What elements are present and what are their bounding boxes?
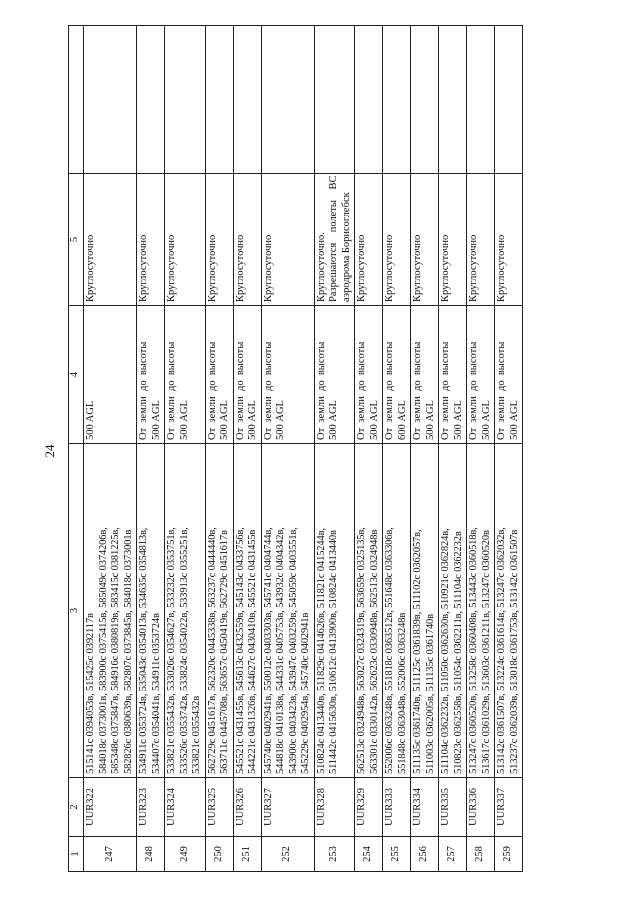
table-row (467, 26, 495, 872)
altitude-cell: От земли до высоты 500 AGL (467, 306, 495, 444)
zone-code: UUR324 (165, 778, 206, 837)
table-row (355, 26, 383, 872)
zone-code: UUR327 (261, 778, 314, 837)
altitude-cell: От земли до высоты 500 AGL (439, 306, 467, 444)
table-row (233, 26, 261, 872)
schedule-cell: Круглосуточно (205, 174, 233, 306)
schedule-cell: Круглосуточно (261, 174, 314, 306)
notes-cell (495, 26, 523, 174)
table-row (84, 26, 137, 872)
coordinates-cell: 545740с 0402941в, 550012с 0403303в, 545741с 0404744в, 544818с 0410138в, 544331с 0405753в, 543932с 0404342в, 543900с 0403423в, 543947с 0403259в, 545059с 0403551в, 545229с 0402954в, 545740с 0402941в (261, 444, 314, 778)
notes-cell (355, 26, 383, 174)
coordinates-cell: 515141с 0394053в, 515425с 0392117в 584018с 0373001в, 583900с 0375415в, 585049с 0374206в, 585348с 0375847в, 584916с 0380819в, 583415с 0381225в, 582826с 0380639в, 582807с 0373845в, 584018с 0373001в (84, 444, 137, 778)
zone-code: UUR337 (495, 778, 523, 837)
schedule-cell: Круглосуточно (411, 174, 439, 306)
coordinates-cell: 511135с 0361740в, 511125с 0361839в, 511102с 0362057в, 511003с 0362005в, 511135с 0361740в (411, 444, 439, 778)
row-number: 259 (495, 837, 523, 872)
row-number: 249 (165, 837, 206, 872)
row-number: 256 (411, 837, 439, 872)
coordinates-cell: 562513с 0324948в, 563027с 0324319в, 563659с 0325135в, 563301с 0330142в, 562623с 0330948в, 562513с 0324948в (355, 444, 383, 778)
row-number: 247 (84, 837, 137, 872)
zone-code: UUR333 (383, 778, 411, 837)
altitude-cell: От земли до высоты 500 AGL (137, 306, 165, 444)
altitude-cell: От земли до высоты 500 AGL (314, 306, 355, 444)
schedule-cell: Круглосуточно (233, 174, 261, 306)
table-row (439, 26, 467, 872)
col-header-1: 1 (69, 837, 84, 872)
notes-cell (205, 26, 233, 174)
table-row (205, 26, 233, 872)
coordinates-cell: 545521с 0431455в, 545613с 0432559в, 545143с 0433756в, 544221с 0431326в, 544627с 0430410в, 545521с 0431455в (233, 444, 261, 778)
schedule-cell: Круглосуточно (495, 174, 523, 306)
header-row (69, 26, 84, 872)
zone-code: UUR326 (233, 778, 261, 837)
zone-code: UUR335 (439, 778, 467, 837)
schedule-cell: Круглосуточно (383, 174, 411, 306)
zone-code: UUR336 (467, 778, 495, 837)
coordinates-cell: 533821с 0355432в, 533026с 0354627в, 533232с 0353751в, 533526с 0353742в, 533824с 0354022в, 533913с 0355251в, 533821с 0355432в (165, 444, 206, 778)
table-row (383, 26, 411, 872)
notes-cell (411, 26, 439, 174)
airspace-table (68, 25, 523, 872)
coordinates-cell: 562729с 0451617в, 562320с 0445338в, 563237с 0444440в, 563711с 0445708в, 563657с 0450419в, 562729с 0451617в (205, 444, 233, 778)
notes-cell (439, 26, 467, 174)
coordinates-cell: 534911с 0353724в, 535043с 0354013в, 534635с 0354813в, 534407с 0354041в, 534911с 0353724в (137, 444, 165, 778)
schedule-cell: Круглосуточно (439, 174, 467, 306)
zone-code: UUR334 (411, 778, 439, 837)
page-number: 24 (42, 444, 57, 458)
table-row (314, 26, 355, 872)
coordinates-cell: 511104с 0362232в, 511050с 0362630в, 510921с 0362824в, 510823с 0362558в, 511054с 0362211в, 511104с 0362232в (439, 444, 467, 778)
table-body (84, 26, 523, 872)
col-header-4: 4 (69, 306, 84, 444)
row-number: 248 (137, 837, 165, 872)
notes-cell (467, 26, 495, 174)
row-number: 251 (233, 837, 261, 872)
row-number: 252 (261, 837, 314, 872)
row-number: 257 (439, 837, 467, 872)
table-row (411, 26, 439, 872)
altitude-cell: От земли до высоты 600 AGL (383, 306, 411, 444)
schedule-cell: Круглосуточно (355, 174, 383, 306)
rotated-table-wrapper (68, 32, 608, 872)
altitude-cell: От земли до высоты 500 AGL (205, 306, 233, 444)
schedule-cell: Круглосуточно (467, 174, 495, 306)
notes-cell (383, 26, 411, 174)
zone-code: UUR329 (355, 778, 383, 837)
table-row (137, 26, 165, 872)
col-header-3: 3 (69, 444, 84, 778)
altitude-cell: От земли до высоты 500 AGL (495, 306, 523, 444)
col-header-2: 2 (69, 778, 84, 837)
schedule-cell: Круглосуточно (165, 174, 206, 306)
table-row (165, 26, 206, 872)
zone-code: UUR328 (314, 778, 355, 837)
notes-cell (84, 26, 137, 174)
row-number: 250 (205, 837, 233, 872)
table-row (495, 26, 523, 872)
row-number: 255 (383, 837, 411, 872)
zone-code: UUR323 (137, 778, 165, 837)
notes-cell (261, 26, 314, 174)
col-header-6 (69, 26, 84, 174)
row-number: 254 (355, 837, 383, 872)
altitude-cell: От земли до высоты 500 AGL (355, 306, 383, 444)
notes-cell (137, 26, 165, 174)
altitude-cell: От земли до высоты 500 AGL (411, 306, 439, 444)
coordinates-cell: 513142с 0361507в, 513224с 0361614в, 513247с 0362032в, 513237с 0362039в, 513018с 0361753в, 513142с 0361507в (495, 444, 523, 778)
col-header-5: 5 (69, 174, 84, 306)
zone-code: UUR325 (205, 778, 233, 837)
row-number: 253 (314, 837, 355, 872)
coordinates-cell: 510824с 0413440в, 511829с 0414626в, 511821с 0415244в, 511442с 0415630в, 510612с 0413900в, 510824с 0413440в (314, 444, 355, 778)
schedule-cell: Круглосуточно (137, 174, 165, 306)
table-row (261, 26, 314, 872)
row-number: 258 (467, 837, 495, 872)
notes-cell (165, 26, 206, 174)
notes-cell (233, 26, 261, 174)
altitude-cell: 500 AGL (84, 306, 137, 444)
altitude-cell: От земли до высоты 500 AGL (233, 306, 261, 444)
schedule-cell: Круглосуточно (84, 174, 137, 306)
schedule-cell: Круглосуточно. Разрешаются полеты ВС аэродрома Борисоглебск (314, 174, 355, 306)
coordinates-cell: 552006с 0363248в, 551818с 0363512в, 551648с 0363306в, 551848с 0363048в, 552006с 0363248в (383, 444, 411, 778)
zone-code: UUR322 (84, 778, 137, 837)
notes-cell (314, 26, 355, 174)
altitude-cell: От земли до высоты 500 AGL (165, 306, 206, 444)
altitude-cell: От земли до высоты 500 AGL (261, 306, 314, 444)
coordinates-cell: 513247с 0360520в, 513258с 0360408в, 513443с 0360518в, 513617с 0361029в, 513603с 0361211в, 513247с 0360520в (467, 444, 495, 778)
